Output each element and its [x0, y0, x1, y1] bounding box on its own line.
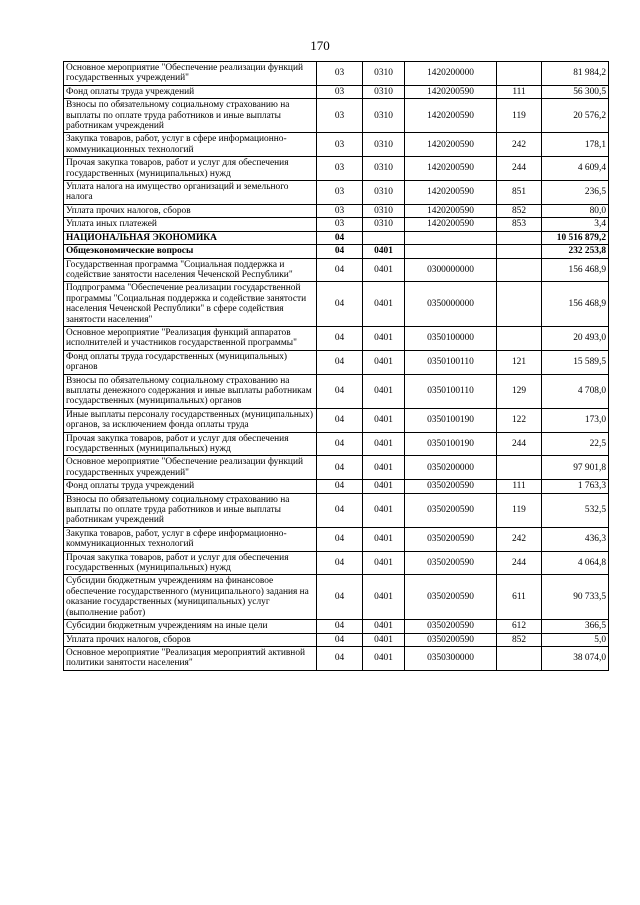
expense-type-cell	[497, 646, 542, 670]
section-code-cell: 04	[317, 551, 363, 575]
subsection-code-cell: 0310	[363, 62, 405, 86]
expense-type-cell: 852	[497, 633, 542, 646]
section-code-cell: 03	[317, 204, 363, 217]
item-name-cell: Прочая закупка товаров, работ и услуг для обеспечения государственных (муниципальных) нужд	[64, 551, 317, 575]
subsection-code-cell	[363, 231, 405, 244]
table-row	[64, 551, 609, 575]
item-name-cell: Субсидии бюджетным учреждениям на финансовое обеспечение государственного (муниципального) задания на оказание государственных (муниципальных) услуг (выполнение работ)	[64, 575, 317, 620]
table-row	[64, 374, 609, 408]
item-name-cell: Закупка товаров, работ, услуг в сфере информационно-коммуникационных технологий	[64, 527, 317, 551]
expense-type-cell: 122	[497, 408, 542, 432]
subsection-code-cell: 0401	[363, 350, 405, 374]
subsection-code-cell: 0310	[363, 204, 405, 217]
table-row	[64, 432, 609, 456]
amount-cell: 15 589,5	[542, 350, 609, 374]
table-row	[64, 620, 609, 633]
item-name-cell: Основное мероприятие "Обеспечение реализации функций государственных учреждений"	[64, 456, 317, 480]
subsection-code-cell: 0401	[363, 480, 405, 493]
section-code-cell: 04	[317, 456, 363, 480]
target-article-cell: 0350200590	[405, 551, 497, 575]
target-article-cell: 0350100000	[405, 326, 497, 350]
item-name-cell: Взносы по обязательному социальному страхованию на выплаты по оплате труда работников и иные выплаты работникам учреждений	[64, 493, 317, 527]
target-article-cell: 1420200590	[405, 204, 497, 217]
item-name-cell: Прочая закупка товаров, работ и услуг для обеспечения государственных (муниципальных) нужд	[64, 157, 317, 181]
amount-cell: 80,0	[542, 204, 609, 217]
amount-cell: 10 516 879,2	[542, 231, 609, 244]
amount-cell: 5,0	[542, 633, 609, 646]
expense-type-cell: 111	[497, 480, 542, 493]
amount-cell: 232 253,8	[542, 245, 609, 258]
item-name-cell: Взносы по обязательному социальному страхованию на выплаты по оплате труда работников и иные выплаты работникам учреждений	[64, 99, 317, 133]
section-code-cell: 03	[317, 99, 363, 133]
section-code-cell: 04	[317, 646, 363, 670]
section-code-cell: 04	[317, 527, 363, 551]
section-code-cell: 04	[317, 633, 363, 646]
amount-cell: 173,0	[542, 408, 609, 432]
section-code-cell: 04	[317, 408, 363, 432]
table-row	[64, 633, 609, 646]
target-article-cell: 0300000000	[405, 258, 497, 282]
budget-table-body	[64, 62, 609, 671]
budget-table	[63, 61, 609, 671]
table-row	[64, 408, 609, 432]
subsection-code-cell: 0401	[363, 575, 405, 620]
amount-cell: 366,5	[542, 620, 609, 633]
target-article-cell: 1420200000	[405, 62, 497, 86]
expense-type-cell: 242	[497, 527, 542, 551]
section-code-cell: 04	[317, 575, 363, 620]
table-row	[64, 157, 609, 181]
subsection-code-cell: 0401	[363, 432, 405, 456]
target-article-cell	[405, 231, 497, 244]
section-code-cell: 03	[317, 62, 363, 86]
table-row	[64, 245, 609, 258]
item-name-cell: Иные выплаты персоналу государственных (муниципальных) органов, за исключением фонда оплаты труда	[64, 408, 317, 432]
table-row	[64, 62, 609, 86]
section-code-cell: 04	[317, 245, 363, 258]
item-name-cell: Основное мероприятие "Реализация функций аппаратов исполнителей и участников государственной программы"	[64, 326, 317, 350]
expense-type-cell: 119	[497, 99, 542, 133]
expense-type-cell: 611	[497, 575, 542, 620]
expense-type-cell: 244	[497, 551, 542, 575]
item-name-cell: Общеэкономические вопросы	[64, 245, 317, 258]
target-article-cell: 0350200000	[405, 456, 497, 480]
amount-cell: 1 763,3	[542, 480, 609, 493]
item-name-cell: Фонд оплаты труда учреждений	[64, 480, 317, 493]
item-name-cell: НАЦИОНАЛЬНАЯ ЭКОНОМИКА	[64, 231, 317, 244]
expense-type-cell: 121	[497, 350, 542, 374]
expense-type-cell	[497, 282, 542, 327]
expense-type-cell: 244	[497, 432, 542, 456]
amount-cell: 4 064,8	[542, 551, 609, 575]
target-article-cell: 0350300000	[405, 646, 497, 670]
subsection-code-cell: 0401	[363, 245, 405, 258]
amount-cell: 4 609,4	[542, 157, 609, 181]
item-name-cell: Субсидии бюджетным учреждениям на иные цели	[64, 620, 317, 633]
section-code-cell: 03	[317, 85, 363, 98]
table-row	[64, 456, 609, 480]
table-row	[64, 218, 609, 231]
table-row	[64, 99, 609, 133]
expense-type-cell	[497, 258, 542, 282]
expense-type-cell: 119	[497, 493, 542, 527]
section-code-cell: 04	[317, 374, 363, 408]
expense-type-cell	[497, 245, 542, 258]
target-article-cell: 0350200590	[405, 633, 497, 646]
expense-type-cell	[497, 326, 542, 350]
item-name-cell: Фонд оплаты труда государственных (муниципальных) органов	[64, 350, 317, 374]
section-code-cell: 04	[317, 326, 363, 350]
target-article-cell: 0350100110	[405, 350, 497, 374]
table-row	[64, 646, 609, 670]
amount-cell: 178,1	[542, 133, 609, 157]
target-article-cell: 1420200590	[405, 85, 497, 98]
subsection-code-cell: 0310	[363, 218, 405, 231]
table-row	[64, 181, 609, 205]
subsection-code-cell: 0401	[363, 282, 405, 327]
target-article-cell: 1420200590	[405, 218, 497, 231]
item-name-cell: Уплата прочих налогов, сборов	[64, 204, 317, 217]
subsection-code-cell: 0401	[363, 374, 405, 408]
section-code-cell: 04	[317, 350, 363, 374]
amount-cell: 90 733,5	[542, 575, 609, 620]
expense-type-cell: 242	[497, 133, 542, 157]
table-row	[64, 326, 609, 350]
subsection-code-cell: 0401	[363, 551, 405, 575]
amount-cell: 56 300,5	[542, 85, 609, 98]
amount-cell: 3,4	[542, 218, 609, 231]
subsection-code-cell: 0310	[363, 181, 405, 205]
expense-type-cell: 111	[497, 85, 542, 98]
item-name-cell: Государственная программа "Социальная поддержка и содействие занятости населения Чеченской Республики"	[64, 258, 317, 282]
subsection-code-cell: 0310	[363, 133, 405, 157]
subsection-code-cell: 0401	[363, 408, 405, 432]
table-row	[64, 85, 609, 98]
table-row	[64, 575, 609, 620]
table-row	[64, 204, 609, 217]
section-code-cell: 03	[317, 157, 363, 181]
subsection-code-cell: 0401	[363, 456, 405, 480]
section-code-cell: 04	[317, 493, 363, 527]
subsection-code-cell: 0401	[363, 620, 405, 633]
item-name-cell: Основное мероприятие "Реализация мероприятий активной политики занятости населения"	[64, 646, 317, 670]
amount-cell: 38 074,0	[542, 646, 609, 670]
section-code-cell: 04	[317, 432, 363, 456]
amount-cell: 81 984,2	[542, 62, 609, 86]
section-code-cell: 04	[317, 231, 363, 244]
target-article-cell: 1420200590	[405, 133, 497, 157]
amount-cell: 22,5	[542, 432, 609, 456]
target-article-cell: 1420200590	[405, 181, 497, 205]
subsection-code-cell: 0310	[363, 85, 405, 98]
amount-cell: 236,5	[542, 181, 609, 205]
section-code-cell: 04	[317, 258, 363, 282]
subsection-code-cell: 0401	[363, 258, 405, 282]
amount-cell: 20 576,2	[542, 99, 609, 133]
item-name-cell: Подпрограмма "Обеспечение реализации государственной программы "Социальная поддержка и содействие занятости населения Чеченской Республики" в сфере содействия занятости населения"	[64, 282, 317, 327]
table-row	[64, 350, 609, 374]
expense-type-cell: 129	[497, 374, 542, 408]
expense-type-cell	[497, 231, 542, 244]
amount-cell: 436,3	[542, 527, 609, 551]
target-article-cell	[405, 245, 497, 258]
target-article-cell: 0350100190	[405, 432, 497, 456]
subsection-code-cell: 0401	[363, 493, 405, 527]
item-name-cell: Уплата налога на имущество организаций и земельного налога	[64, 181, 317, 205]
item-name-cell: Закупка товаров, работ, услуг в сфере информационно-коммуникационных технологий	[64, 133, 317, 157]
expense-type-cell	[497, 62, 542, 86]
expense-type-cell: 853	[497, 218, 542, 231]
expense-type-cell: 612	[497, 620, 542, 633]
table-row	[64, 282, 609, 327]
section-code-cell: 04	[317, 480, 363, 493]
amount-cell: 97 901,8	[542, 456, 609, 480]
target-article-cell: 0350200590	[405, 620, 497, 633]
target-article-cell: 0350200590	[405, 527, 497, 551]
expense-type-cell: 851	[497, 181, 542, 205]
item-name-cell: Фонд оплаты труда учреждений	[64, 85, 317, 98]
section-code-cell: 03	[317, 133, 363, 157]
table-row	[64, 493, 609, 527]
target-article-cell: 0350200590	[405, 480, 497, 493]
table-row	[64, 231, 609, 244]
amount-cell: 156 468,9	[542, 282, 609, 327]
subsection-code-cell: 0310	[363, 99, 405, 133]
target-article-cell: 1420200590	[405, 99, 497, 133]
amount-cell: 156 468,9	[542, 258, 609, 282]
table-row	[64, 133, 609, 157]
expense-type-cell: 244	[497, 157, 542, 181]
target-article-cell: 0350100110	[405, 374, 497, 408]
target-article-cell: 0350000000	[405, 282, 497, 327]
section-code-cell: 04	[317, 620, 363, 633]
target-article-cell: 0350100190	[405, 408, 497, 432]
item-name-cell: Прочая закупка товаров, работ и услуг для обеспечения государственных (муниципальных) нужд	[64, 432, 317, 456]
item-name-cell: Основное мероприятие "Обеспечение реализации функций государственных учреждений"	[64, 62, 317, 86]
section-code-cell: 04	[317, 282, 363, 327]
expense-type-cell	[497, 456, 542, 480]
target-article-cell: 0350200590	[405, 575, 497, 620]
amount-cell: 532,5	[542, 493, 609, 527]
expense-type-cell: 852	[497, 204, 542, 217]
target-article-cell: 0350200590	[405, 493, 497, 527]
item-name-cell: Взносы по обязательному социальному страхованию на выплаты денежного содержания и иные выплаты работникам государственных (муниципальных) органов	[64, 374, 317, 408]
subsection-code-cell: 0310	[363, 157, 405, 181]
table-row	[64, 527, 609, 551]
subsection-code-cell: 0401	[363, 326, 405, 350]
item-name-cell: Уплата иных платежей	[64, 218, 317, 231]
section-code-cell: 03	[317, 181, 363, 205]
table-row	[64, 480, 609, 493]
amount-cell: 4 708,0	[542, 374, 609, 408]
table-row	[64, 258, 609, 282]
subsection-code-cell: 0401	[363, 646, 405, 670]
subsection-code-cell: 0401	[363, 527, 405, 551]
subsection-code-cell: 0401	[363, 633, 405, 646]
item-name-cell: Уплата прочих налогов, сборов	[64, 633, 317, 646]
target-article-cell: 1420200590	[405, 157, 497, 181]
section-code-cell: 03	[317, 218, 363, 231]
page-number: 170	[310, 38, 330, 53]
amount-cell: 20 493,0	[542, 326, 609, 350]
